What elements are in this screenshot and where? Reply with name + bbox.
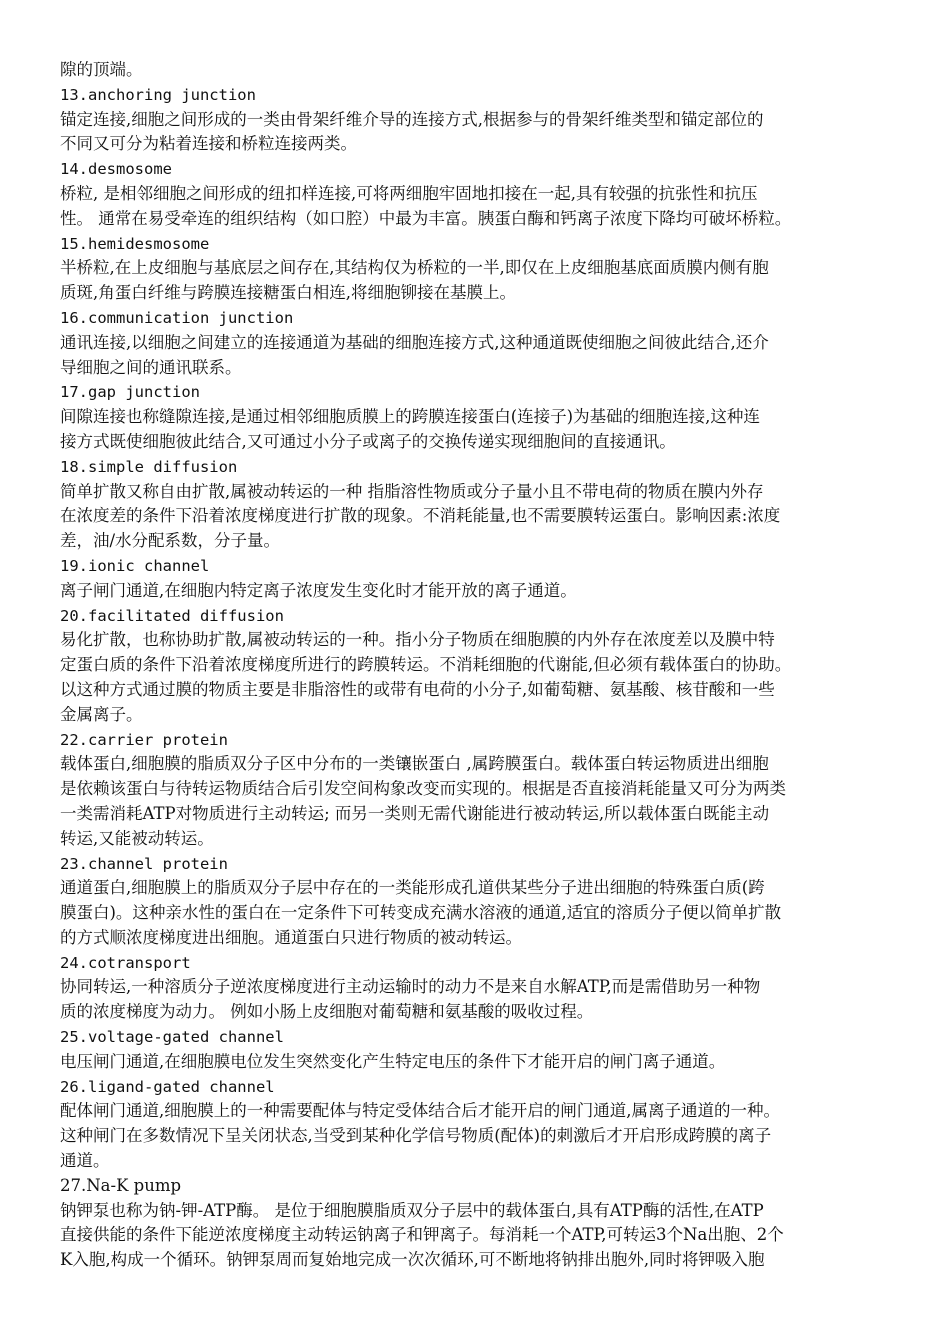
- paragraph-line: K入胞,构成一个循环。钠钾泵周而复始地完成一次次循环,可不断地将钠排出胞外,同时将钾吸入胞: [60, 1250, 765, 1270]
- term-heading: 15.hemidesmosome: [60, 234, 210, 253]
- term-heading: 23.channel protein: [60, 854, 228, 873]
- paragraph-line: 离子闸门通道,在细胞内特定离子浓度发生变化时才能开放的离子通道。: [60, 580, 577, 600]
- paragraph-line: 通道蛋白,细胞膜上的脂质双分子层中存在的一类能形成孔道供某些分子进出细胞的特殊蛋白质(跨: [60, 878, 765, 898]
- paragraph-line: 配体闸门通道,细胞膜上的一种需要配体与特定受体结合后才能开启的闸门通道,属离子通道的一种。: [60, 1101, 780, 1121]
- paragraph-line: 质的浓度梯度为动力。 例如小肠上皮细胞对葡萄糖和氨基酸的吸收过程。: [60, 1002, 594, 1022]
- paragraph-line: 转运,又能被动转运。: [60, 828, 214, 848]
- paragraph-line: 质斑,角蛋白纤维与跨膜连接糖蛋白相连,将细胞铆接在基膜上。: [60, 283, 516, 303]
- paragraph-line: 桥粒, 是相邻细胞之间形成的纽扣样连接,可将两细胞牢固地扣接在一起,具有较强的抗张性和抗压: [60, 183, 758, 203]
- term-heading: 14.desmosome: [60, 160, 172, 179]
- paragraph-line: 直接供能的条件下能逆浓度梯度主动转运钠离子和钾离子。每消耗一个ATP,可转运3个Na出胞、2个: [60, 1225, 784, 1245]
- paragraph-line: 差，油/水分配系数，分子量。: [60, 531, 281, 551]
- paragraph-line: 载体蛋白,细胞膜的脂质双分子区中分布的一类镶嵌蛋白 ,属跨膜蛋白。载体蛋白转运物质进出细胞: [60, 754, 769, 774]
- paragraph-line: 接方式既使细胞彼此结合,又可通过小分子或离子的交换传递实现细胞间的直接通讯。: [60, 431, 676, 451]
- paragraph-line: 电压闸门通道,在细胞膜电位发生突然变化产生特定电压的条件下才能开启的闸门离子通道。: [60, 1051, 726, 1071]
- paragraph-line: 易化扩散，也称协助扩散,属被动转运的一种。指小分子物质在细胞膜的内外存在浓度差以及膜中特: [60, 630, 775, 650]
- term-heading: 13.anchoring junction: [60, 85, 256, 104]
- paragraph-line: 这种闸门在多数情况下呈关闭状态,当受到某种化学信号物质(配体)的刺激后才开启形成跨膜的离子: [60, 1126, 772, 1146]
- paragraph-line: 定蛋白质的条件下沿着浓度梯度所进行的跨膜转运。不消耗细胞的代谢能,但必须有载体蛋白的协助。: [60, 655, 792, 675]
- paragraph-line: 通道。: [60, 1151, 110, 1171]
- paragraph-line: 是依赖该蛋白与待转运物质结合后引发空间构象改变而实现的。根据是否直接消耗能量又可分为两类: [60, 779, 786, 799]
- paragraph-line: 金属离子。: [60, 704, 143, 724]
- paragraph-line: 隙的顶端。: [60, 60, 143, 79]
- paragraph-line: 膜蛋白)。这种亲水性的蛋白在一定条件下可转变成充满水溶液的通道,适宜的溶质分子便以简单扩散: [60, 903, 782, 923]
- paragraph-line: 不同又可分为粘着连接和桥粒连接两类。: [60, 134, 357, 154]
- term-heading: 24.cotransport: [60, 953, 191, 972]
- term-heading: 18.simple diffusion: [60, 457, 238, 476]
- paragraph-line: 的方式顺浓度梯度进出细胞。通道蛋白只进行物质的被动转运。: [60, 927, 522, 947]
- term-heading: 19.ionic channel: [60, 556, 210, 575]
- paragraph-line: 半桥粒,在上皮细胞与基底层之间存在,其结构仅为桥粒的一半,即仅在上皮细胞基底面质膜内侧有胞: [60, 258, 769, 278]
- paragraph-line: 在浓度差的条件下沿着浓度梯度进行扩散的现象。不消耗能量,也不需要膜转运蛋白。影响因素:浓度: [60, 506, 781, 526]
- term-heading: 22.carrier protein: [60, 730, 228, 749]
- term-heading: 17.gap junction: [60, 383, 200, 402]
- paragraph-line: 协同转运,一种溶质分子逆浓度梯度进行主动运输时的动力不是来自水解ATP,而是需借助另一种物: [60, 977, 761, 997]
- paragraph-line: 间隙连接也称缝隙连接,是通过相邻细胞质膜上的跨膜连接蛋白(连接子)为基础的细胞连接,这种连: [60, 407, 760, 427]
- term-heading: 25.voltage-gated channel: [60, 1028, 284, 1047]
- paragraph-line: 一类需消耗ATP对物质进行主动转运; 而另一类则无需代谢能进行被动转运,所以载体蛋白既能主动: [60, 803, 770, 823]
- paragraph-line: 钠钾泵也称为钠-钾-ATP酶。 是位于细胞膜脂质双分子层中的载体蛋白,具有ATP酶的活性,在ATP: [60, 1200, 764, 1220]
- paragraph-line: 以这种方式通过膜的物质主要是非脂溶性的或带有电荷的小分子,如葡萄糖、氨基酸、核苷酸和一些: [60, 679, 775, 699]
- paragraph-line: 性。 通常在易受牵连的组织结构（如口腔）中最为丰富。胰蛋白酶和钙离子浓度下降均可破坏桥粒。: [60, 208, 792, 228]
- paragraph-line: 锚定连接,细胞之间形成的一类由骨架纤维介导的连接方式,根据参与的骨架纤维类型和锚定部位的: [60, 109, 764, 129]
- term-heading: 26.ligand-gated channel: [60, 1077, 275, 1096]
- term-heading: 16.communication junction: [60, 308, 294, 327]
- paragraph-line: 简单扩散又称自由扩散,属被动转运的一种 指脂溶性物质或分子量小且不带电荷的物质在膜内外存: [60, 481, 764, 501]
- document-page: [60, 58, 896, 1273]
- paragraph-line: 通讯连接,以细胞之间建立的连接通道为基础的细胞连接方式,这种通道既使细胞之间彼此结合,还介: [60, 332, 769, 352]
- paragraph-line: 导细胞之间的通讯联系。: [60, 357, 242, 377]
- paragraph-line: 27.Na-K pump: [60, 1175, 182, 1195]
- term-heading: 20.facilitated diffusion: [60, 606, 284, 625]
